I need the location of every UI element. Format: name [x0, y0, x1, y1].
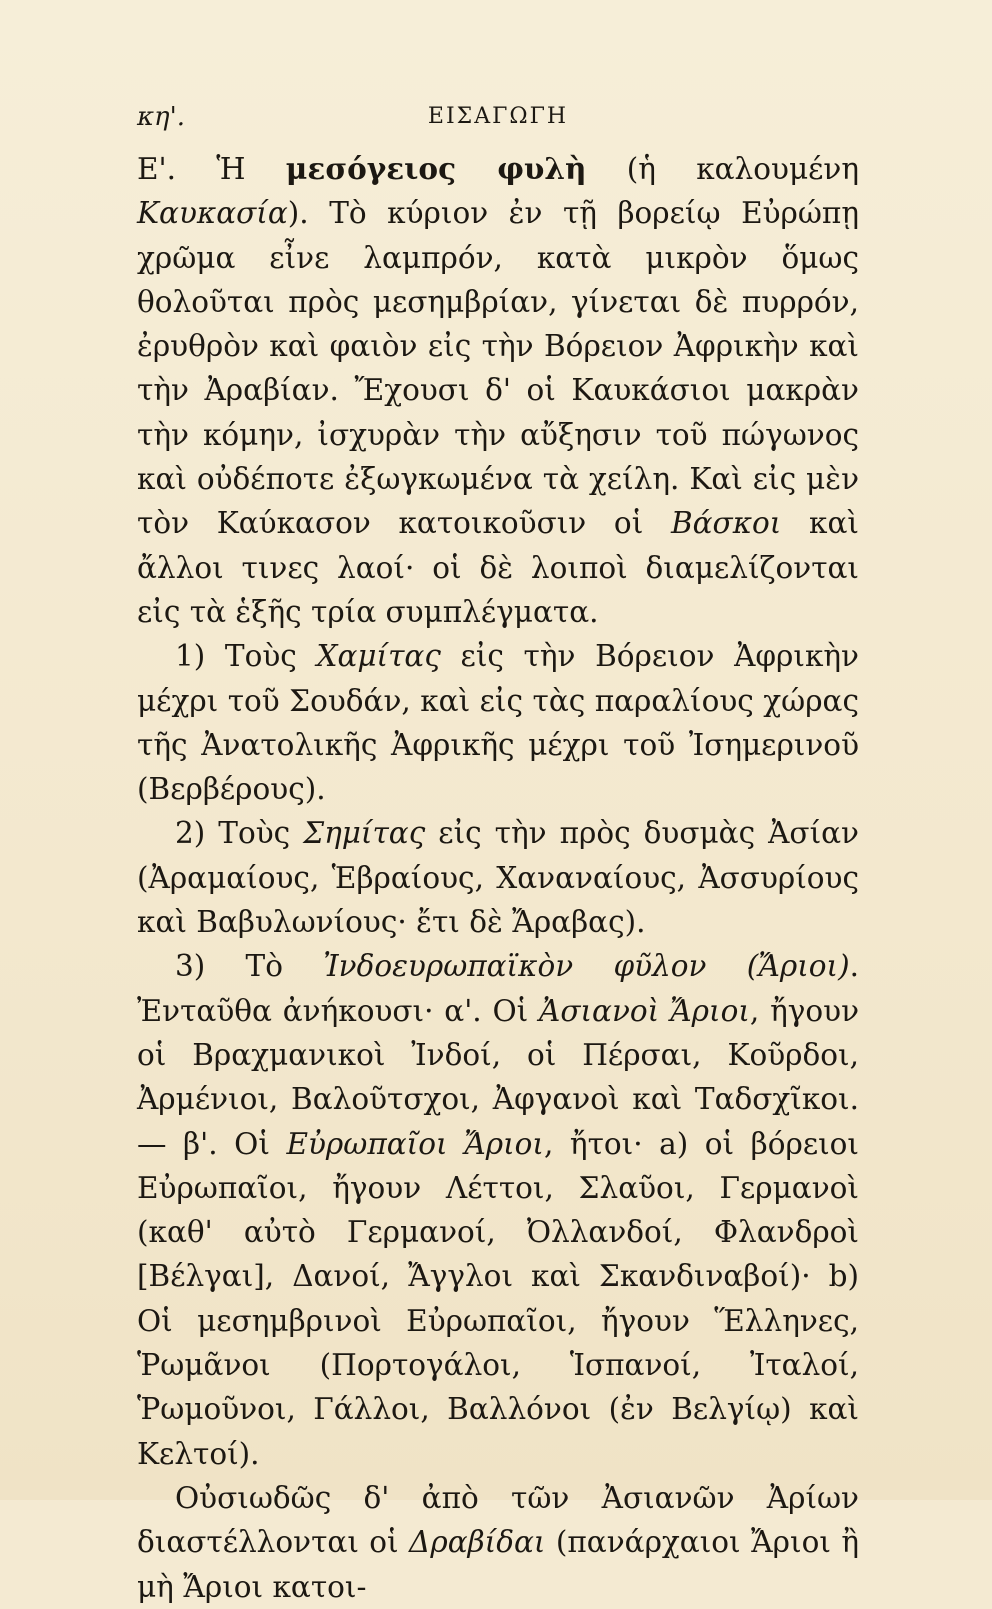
text-run: 3) Τὸ: [175, 949, 324, 984]
text-run: Σημίτας: [303, 816, 426, 851]
text-run: Ἀσιανοὶ Ἄριοι: [539, 993, 750, 1028]
text-run: ). Τὸ κύριον ἐν τῇ βορείῳ Εὐρώπῃ χρῶμα εἶνε λαμπρόν, κατὰ μικρὸν ὅμως θολοῦται πρὸς μεσημβρίαν, γίνεται δὲ πυρρόν, ἐρυθρὸν καὶ φαιὸν εἰς τὴν Βόρειον Ἀφρικὴν καὶ τὴν Ἀραβίαν. Ἔχουσι δ' οἱ Καυκάσιοι μακρὰν τὴν κόμην, ἰσχυρὰν τὴν αὔξησιν τοῦ πώγωνος καὶ οὐδέποτε ἐξωγκωμένα τὰ χείλη. Καὶ εἰς μὲν τὸν Καύκασον κατοικοῦσιν οἱ: [137, 196, 859, 541]
text-run: , ἤτοι· a) οἱ βόρειοι Εὐρωπαῖοι, ἤγουν Λέττοι, Σλαῦοι, Γερμανοὶ (καθ' αὐτὸ Γερμανοί, Ὀλλανδοί, Φλανδροὶ [Βέλγαι], Δανοί, Ἄγγλοι καὶ Σκανδιναβοί)· b) Οἱ μεσημβρινοὶ Εὐρωπαῖοι, ἤγουν Ἕλληνες, Ῥωμᾶνοι (Πορτογάλοι, Ἱσπανοί, Ἰταλοί, Ῥωμοῦνοι, Γάλλοι, Βαλλόνοι (ἐν Βελγίῳ) καὶ Κελτοί).: [137, 1126, 859, 1471]
paragraph-p3: [137, 811, 859, 944]
body-text: [137, 147, 859, 1609]
text-run: Δραβίδαι: [409, 1525, 546, 1560]
text-run: εἰς τὴν πρὸς δυσμὰς Ἀσίαν (Ἀραμαίους, Ἑβραίους, Χαναναίους, Ἀσσυρίους καὶ Βαβυλωνίους· ἔτι δὲ Ἄραβας).: [137, 816, 859, 940]
page-header: [137, 102, 859, 142]
text-run: 2) Τοὺς: [175, 816, 304, 851]
text-run: 1) Τοὺς: [175, 639, 317, 674]
paragraph-p1: [137, 147, 859, 634]
text-run: Ἰνδοευρωπαϊκὸν φῦλον (Ἄριοι): [323, 949, 850, 984]
text-run: (πανάρχαιοι Ἄριοι ἢ μὴ Ἄριοι κατοι-: [137, 1525, 859, 1604]
paragraph-p4: [137, 944, 859, 1476]
text-run: Εὐρωπαῖοι Ἄριοι: [286, 1126, 544, 1161]
text-run: Βάσκοι: [670, 506, 782, 541]
text-run: μεσόγειος φυλὴ: [285, 151, 587, 186]
text-run: Οὐσιωδῶς δ' ἀπὸ τῶν Ἀσιανῶν Ἀρίων διαστέλλονται οἱ: [137, 1480, 859, 1560]
text-run: εἰς τὴν Βόρειον Ἀφρικὴν μέχρι τοῦ Σουδάν, καὶ εἰς τὰς παραλίους χώρας τῆς Ἀνατολικῆς Ἀφρικῆς μέχρι τοῦ Ἰσημερινοῦ (Βερβέρους).: [137, 639, 859, 807]
text-run: Καυκασία: [137, 196, 288, 231]
running-title: ΕΙΣΑΓΩΓΗ: [427, 104, 569, 129]
text-run: . Ἐνταῦθα ἀνήκουσι· α'. Οἱ: [137, 949, 859, 1028]
text-run: Χαμίτας: [316, 639, 441, 674]
paragraph-p2: [137, 634, 859, 811]
page-number: κη'.: [137, 102, 186, 132]
text-run: Ε'. Ἡ: [137, 152, 286, 186]
text-run: καὶ ἄλλοι τινες λαοί· οἱ δὲ λοιποὶ διαμελίζονται εἰς τὰ ἑξῆς τρία συμπλέγματα.: [137, 506, 859, 629]
paragraph-p5: [137, 1476, 859, 1609]
text-run: , ἤγουν οἱ Βραχμανικοὶ Ἰνδοί, οἱ Πέρσαι, Κοῦρδοι, Ἀρμένιοι, Βαλοῦτσχοι, Ἀφγανοὶ καὶ Ταδσχῖκοι. — β'. Οἱ: [137, 993, 860, 1161]
text-run: (ἡ καλουμένη: [586, 152, 860, 186]
